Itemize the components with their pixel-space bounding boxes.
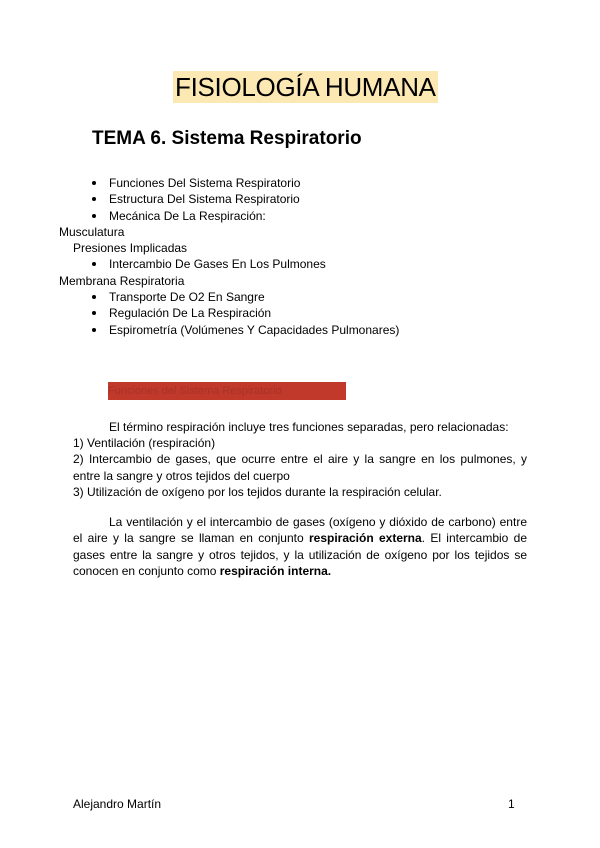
list-item: Mecánica De La Respiración:	[0, 208, 600, 224]
footer-author: Alejandro Martín	[73, 797, 162, 811]
paragraph-text: La ventilación y el intercambio de gases (oxígeno y dióxido de carbono) entre el aire y la sangre se llaman en conjunto	[73, 515, 527, 546]
functions-list	[73, 435, 527, 501]
list-item: Regulación De La Respiración	[0, 305, 600, 321]
paragraph-text: . El intercambio de gases entre la sangre y otros tejidos, y la utilización de oxígeno por los tejidos se conocen en conjunto como	[73, 531, 527, 579]
section-heading: Funciones del Sistema Respiratorio	[108, 382, 346, 400]
function-item: 3) Utilización de oxígeno por los tejidos durante la respiración celular.	[73, 485, 442, 500]
topic-heading: TEMA 6. Sistema Respiratorio	[92, 128, 362, 149]
outline-subitem: Membrana Respiratoria	[59, 273, 185, 288]
respiration-paragraph	[73, 514, 527, 580]
intro-paragraph: El término respiración incluye tres funciones separadas, pero relacionadas:	[109, 420, 509, 434]
term-internal-respiration: respiración interna.	[219, 564, 332, 579]
page-number: 1	[508, 797, 515, 811]
function-item: 2) Intercambio de gases, que ocurre entre el aire y la sangre en los pulmones, y entre la sangre y otros tejidos del cuerpo	[73, 452, 527, 483]
document-title: FISIOLOGÍA HUMANA	[175, 72, 436, 102]
topic-outline	[0, 175, 600, 338]
list-item: Transporte De O2 En Sangre	[0, 289, 600, 305]
list-item: Espirometría (Volúmenes Y Capacidades Pulmonares)	[0, 322, 600, 338]
outline-subitem: Presiones Implicadas	[73, 241, 188, 256]
outline-subitem: Musculatura	[59, 224, 125, 239]
list-item: Estructura Del Sistema Respiratorio	[0, 191, 600, 207]
term-external-respiration: respiración externa	[308, 531, 422, 546]
list-item: Intercambio De Gases En Los Pulmones	[0, 256, 600, 272]
function-item: 1) Ventilación (respiración)	[73, 436, 216, 450]
list-item: Funciones Del Sistema Respiratorio	[0, 175, 600, 191]
